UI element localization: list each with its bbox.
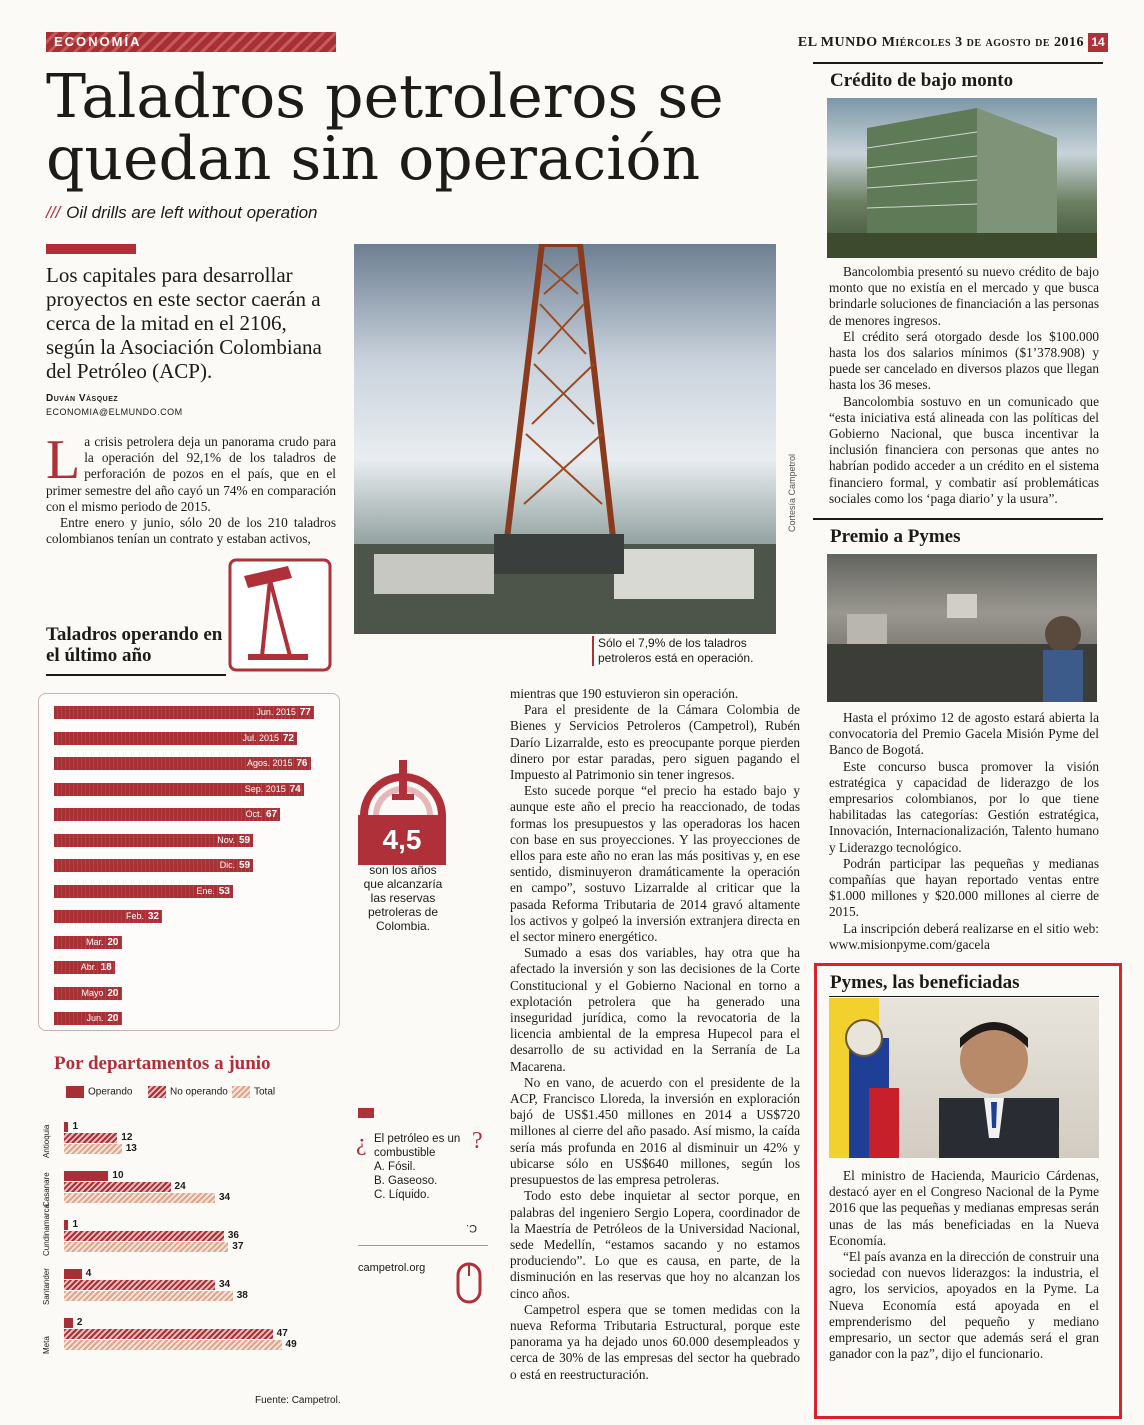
- chart1-category-label: Agos. 2015: [246, 758, 293, 768]
- chart2-bar: [64, 1269, 82, 1279]
- chart2-value-label: 37: [232, 1241, 244, 1252]
- chart2-bar: [64, 1193, 215, 1203]
- chart1-value-label: 20: [107, 936, 119, 948]
- paragraph-4: Para el presidente de la Cámara Colombia de Bienes y Servicios Petroleros (Campetrol), Rubén Darío Lizarralde, esto es preocupante porque pierden dinero por estar paradas, pero siguen pagando el Impuesto al Patrimonio sin tener ingresos.: [510, 702, 800, 783]
- chart1-bar: [54, 732, 297, 745]
- chart1-bar: [54, 885, 233, 898]
- chart2-bar: [64, 1291, 233, 1301]
- chart1-value-label: 59: [239, 834, 251, 846]
- chart1-bar: [54, 859, 253, 872]
- chart2-value-label: 47: [276, 1328, 288, 1339]
- premio-text: [829, 710, 1099, 953]
- chart1-bar: [54, 834, 253, 847]
- chart2-value-label: 49: [285, 1339, 297, 1350]
- premio-p4: La inscripción deberá realizarse en el sitio web: www.misionpyme.com/gacela: [829, 920, 1099, 952]
- legend-label-total: Total: [254, 1086, 276, 1098]
- legend-no-operando: [148, 1086, 228, 1098]
- page-number: 14: [1088, 33, 1108, 52]
- chart2-value-label: 24: [174, 1181, 186, 1192]
- subhead: [46, 203, 318, 223]
- legend-label-no-operando: No operando: [170, 1086, 228, 1098]
- chart1-category-label: Oct.: [245, 809, 263, 819]
- paragraph-5: Esto sucede porque “el precio ha estado bajo y aunque este año el precio ha reaccionado, de todas formas los presupuestos y las operadoras los hacen con base en sus proyecciones. Y las proyecciones de ellos para este año no eran las más positivas y, en ese sentido, disminuyeron dramáticamente la operación en campo”, sostuvo Lizarralde al criticar que la pasada Reforma Tributaria de 2014 gravó altamente los activos y golpeó la inversión extranjera directa en el sector minero energético.: [510, 783, 800, 945]
- quiz-option-c: C. Líquido.: [374, 1189, 430, 1201]
- office-illustration: [827, 554, 1097, 702]
- chart1-category-label: Mar.: [85, 936, 104, 947]
- chart1-bar: [54, 808, 280, 821]
- chart2-bar: [64, 1242, 228, 1252]
- legend-operando: [66, 1086, 132, 1098]
- paragraph-6: Sumado a esas dos variables, hay otra que ha afectado la inversión y son las decisiones de la Corte Constitucional y el Gobierno Nacional en torno a explotación petrolera que ha generado una inseguridad jurídica, como la revocatoria de la licencia ambiental de la empresa Hupecol para el desarrollo de su actividad en la Serranía de La Macarena.: [510, 945, 800, 1074]
- chart2-bar: [64, 1182, 171, 1192]
- gauge-icon: [358, 740, 448, 816]
- legend-swatch-total: [232, 1086, 250, 1098]
- minister-illustration: [829, 998, 1099, 1158]
- paragraph-7: No en vano, de acuerdo con el presidente de la ACP, Francisco Lloreda, la inversión en exploración bajó de US$1.450 millones en 2014 a US$720 millones al cierre del año pasado. Así mismo, la caída sería más profunda en 2016 al disminuir un 42% y ubicarse sólo en US$640 millones, según los presupuestos de las empresa petroleras.: [510, 1074, 800, 1188]
- premio-p3: Podrán participar las pequeñas y medianas compañías que hayan reportado ventas entre $1.000 millones y $20.000 millones al cierre de 2015.: [829, 855, 1099, 920]
- chart1-bar: [54, 1012, 122, 1025]
- credito-p3: Bancolombia sostuvo en un comunicado que “esta iniciativa está alineada con las políticas del Gobierno Nacional, que busca incentivar la inclusión financiera con personas que antes no habrían podido acceder a un crédito en el sistema financiero formal, y combatir así problemáticas sociales como los ‘paga diario’ y la usura”.: [829, 393, 1099, 506]
- bank-building-photo: [827, 98, 1097, 258]
- pymes-rule: [829, 996, 1099, 997]
- quiz-option-a: A. Fósil.: [374, 1161, 416, 1173]
- stat-text: son los años que alcanzaría las reservas petroleras de Colombia.: [363, 863, 443, 933]
- quiz-marker: [358, 1108, 374, 1118]
- section-bar: [46, 32, 336, 52]
- building-illustration: [827, 98, 1097, 258]
- chart2-category-label: Meta: [42, 1336, 51, 1354]
- credito-p1: Bancolombia presentó su nuevo crédito de bajo monto que no existía en el mercado y que busca brindarle soluciones de financiación a las personas de menores ingresos.: [829, 264, 1099, 328]
- chart2-bar: [64, 1220, 68, 1230]
- masthead: [798, 35, 1084, 51]
- chart1-bar: [54, 961, 115, 974]
- credito-title: Crédito de bajo monto: [830, 70, 1014, 91]
- chart2-bar: [64, 1340, 282, 1350]
- chart1-category-label: Dic.: [219, 860, 236, 870]
- chart2-category-label: Casanare: [42, 1172, 51, 1207]
- quiz-divider: [358, 1245, 488, 1246]
- chart2-bar: [64, 1329, 273, 1339]
- quiz-answer: C.: [466, 1222, 477, 1234]
- chart1-category-label: Jul. 2015: [242, 732, 279, 743]
- paragraph-2: Entre enero y junio, sólo 20 de los 210 taladros colombianos tenían un contrato y estaban activos,: [46, 515, 336, 547]
- chart1-category-label: Abr.: [80, 962, 97, 972]
- paragraph-9: Campetrol espera que se tomen medidas con la nueva Reforma Tributaria Estructural, porque este panorama ya ha dejado unos 60.000 desempleados y cerca de 30% de las empresas del sector ha quebrado o está en reestructuración.: [510, 1301, 800, 1382]
- legend-swatch-no-operando: [148, 1086, 166, 1098]
- pymes-text: [829, 1168, 1099, 1362]
- quiz: [374, 1132, 474, 1202]
- chart1-bar: [54, 783, 304, 796]
- rig-illustration: [354, 244, 776, 634]
- chart2-area: [42, 1110, 336, 1390]
- quiz-option-b: B. Gaseoso.: [374, 1175, 438, 1187]
- office-photo: [827, 554, 1097, 702]
- article-col2: [510, 686, 800, 1383]
- mouse-icon: [454, 1258, 484, 1306]
- legend-swatch-operando: [66, 1086, 84, 1098]
- right-rule-1: [813, 62, 1103, 64]
- chart2-value-label: 1: [72, 1219, 78, 1230]
- dropcap: L: [46, 429, 81, 491]
- quiz-close-mark: ?: [472, 1128, 483, 1154]
- chart1-value-label: 76: [296, 758, 308, 769]
- lead-bar: [46, 244, 136, 254]
- legend-total: [232, 1086, 275, 1098]
- byline-author: Duván Vásquez: [46, 393, 119, 404]
- chart1-value-label: 77: [299, 707, 311, 718]
- headline: Taladros petroleros se quedan sin operación: [46, 62, 724, 194]
- paragraph-1: a crisis petrolera deja un panorama crudo para la operación del 92,1% de los taladros de perforación de pozos en el país, que en el primer semestre del año cayó un 74% en comparación con el mismo periodo de 2015.: [46, 434, 336, 514]
- chart2-value-label: 36: [227, 1230, 239, 1241]
- article-col1: [46, 429, 336, 547]
- credito-p2: El crédito será otorgado desde los $100.000 hasta los dos salarios mínimos ($1’378.908) y puede ser cancelado en diversos plazos que llegan hasta los 36 meses.: [829, 328, 1099, 393]
- stat-value: 4,5: [358, 815, 446, 865]
- pymes-p2: “El país avanza en la dirección de construir una sociedad con nuevos liderazgos: la industria, el agro, los servicios, apoyados en la Pyme. La Nueva Economía está apoyada en el emprenderismo del pequeño y mediano empresario, un sector que además será el gran ganador con la paz”, dijo el funcionario.: [829, 1249, 1099, 1362]
- legend-label-operando: Operando: [88, 1086, 133, 1098]
- photo-caption: Sólo el 7,9% de los taladros petroleros está en operación.: [592, 636, 778, 666]
- section-label: ECONOMÍA: [54, 34, 142, 49]
- chart2-value-label: 1: [72, 1121, 78, 1132]
- chart1-value-label: 74: [289, 783, 301, 795]
- chart1-bar: [54, 987, 122, 1000]
- quiz-question: El petróleo es un combustible: [374, 1133, 461, 1159]
- chart1-value-label: 32: [147, 911, 159, 922]
- byline-email: ECONOMIA@ELMUNDO.COM: [46, 407, 183, 417]
- premio-p2: Este concurso busca promover la visión estratégica y capacidad de liderazgo de los empresarios colombianos, por lo que tiene habilitadas las categorías: Gestión estratégica, Innovación, Internacionalización, Talento humano y Liderazgo tecnológico.: [829, 758, 1099, 855]
- premio-p1: Hasta el próximo 12 de agosto estará abierta la convocatoria del Premio Gacela Misión Pyme del Banco de Bogotá.: [829, 710, 1099, 758]
- chart2-value-label: 13: [125, 1143, 137, 1154]
- chart1-bar: [54, 757, 311, 770]
- chart1-rule: [46, 674, 226, 676]
- chart2-value-label: 38: [236, 1290, 248, 1301]
- pymes-p1: El ministro de Hacienda, Mauricio Cárdenas, destacó ayer en el Congreso Nacional de la Pyme 2016 que las pequeñas y medianas empresas serán unas de las más beneficiadas en la Nueva Economía.: [829, 1168, 1099, 1248]
- chart2-bar: [64, 1133, 117, 1143]
- chart1-category-label: Jun.: [86, 1013, 104, 1023]
- drilling-rig-photo: [354, 244, 776, 634]
- quiz-open-mark: ¿: [356, 1130, 367, 1156]
- right-rule-2: [813, 518, 1103, 520]
- chart2-category-label: Antioquia: [42, 1124, 51, 1158]
- chart2-value-label: 34: [218, 1279, 231, 1290]
- chart1-value-label: 53: [218, 885, 230, 897]
- chart1-value-label: 67: [266, 809, 278, 820]
- chart2-bar: [64, 1231, 224, 1241]
- chart2-category-label: Cundinamarca: [42, 1203, 51, 1256]
- paragraph-3: mientras que 190 estuvieron sin operación.: [510, 686, 739, 701]
- chart2-value-label: 12: [121, 1132, 133, 1143]
- chart1-value-label: 59: [239, 860, 251, 871]
- chart2-title: Por departamentos a junio: [54, 1053, 271, 1074]
- chart2-bar: [64, 1122, 68, 1132]
- chart2-category-label: Santander: [42, 1268, 51, 1305]
- chart2-bar: [64, 1280, 215, 1290]
- chart1-title: Taladros operando en el último año: [46, 624, 223, 666]
- photo-credit: Cortesía Campetrol: [787, 453, 797, 532]
- chart2-bar: [64, 1144, 122, 1154]
- chart2-bar: [64, 1171, 108, 1181]
- chart1-value-label: 20: [107, 1013, 119, 1024]
- chart2-value-label: 10: [112, 1170, 124, 1181]
- subhead-slashes: ///: [46, 203, 61, 222]
- chart2-value-label: 4: [85, 1268, 92, 1279]
- issue-date: Miércoles 3 de agosto de 2016: [881, 35, 1084, 50]
- pymes-title: Pymes, las beneficiadas: [830, 972, 1020, 993]
- chart1-category-label: Ene.: [196, 885, 215, 896]
- credito-text: [829, 264, 1099, 507]
- chart1-bar: [54, 910, 162, 923]
- chart2-bar: [64, 1318, 73, 1328]
- chart1-box: [38, 693, 340, 1031]
- chart1-value-label: 72: [282, 732, 294, 744]
- subhead-text: Oil drills are left without operation: [66, 203, 318, 222]
- premio-title: Premio a Pymes: [830, 526, 961, 547]
- chart1-category-label: Sep. 2015: [244, 783, 286, 794]
- chart1-category-label: Mayo: [81, 987, 104, 998]
- chart1-value-label: 20: [107, 987, 119, 999]
- chart1-bar: [54, 706, 314, 719]
- chart2-value-label: 2: [76, 1317, 83, 1328]
- chart2-value-label: 34: [218, 1192, 231, 1203]
- quiz-web: campetrol.org: [358, 1262, 426, 1274]
- paper-name: EL MUNDO: [797, 35, 878, 50]
- chart1-value-label: 18: [100, 962, 112, 973]
- chart1-category-label: Feb.: [125, 911, 144, 921]
- minister-photo: [829, 998, 1099, 1158]
- pumpjack-icon: [226, 556, 336, 674]
- chart1-bar: [54, 936, 122, 949]
- chart1-category-label: Jun. 2015: [256, 707, 296, 717]
- lead-paragraph: Los capitales para desarrollar proyectos en este sector caerán a cerca de la mitad en el 2106, según la Asociación Colombiana del Petróleo (ACP).: [46, 263, 322, 383]
- chart1-category-label: Nov.: [217, 834, 236, 845]
- paragraph-8: Todo esto debe inquietar al sector porque, en palabras del ingeniero Sergio Lopera, coordinador de la Maestría de Petróleos de la Universidad Nacional, sede Medellín, “estamos sacando y no estamos produciendo”. Lo que es causa, en parte, de la disminución en las reservas que hoy no alcanzan los cinco años.: [510, 1188, 800, 1301]
- chart2-source: Fuente: Campetrol.: [255, 1395, 341, 1406]
